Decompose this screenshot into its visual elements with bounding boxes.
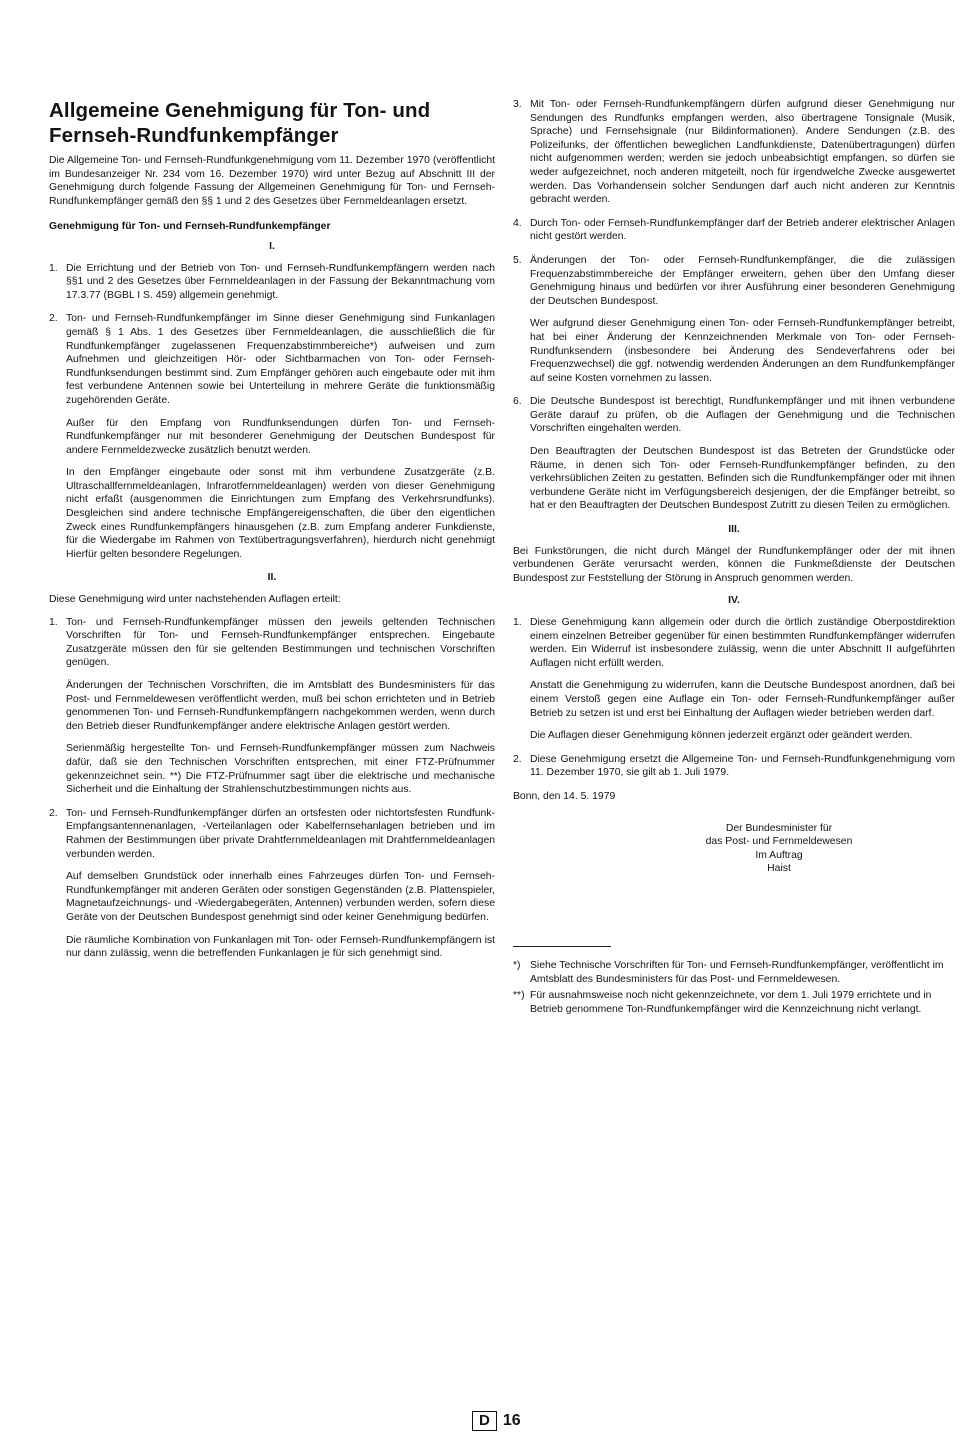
- paragraph: Bei Funkstörungen, die nicht durch Mängel der Rundfunkempfänger oder der mit ihnen verbundenen Geräte verursacht werden, können die Funkmeßdienste der Deutschen Bundespost zur Feststellung der Störung in Anspruch genommen werden.: [513, 545, 955, 584]
- list-item: [49, 262, 495, 303]
- list-item: [513, 753, 955, 780]
- paragraph: Auf demselben Grundstück oder innerhalb eines Fahrzeuges dürfen Ton- und Fernseh-Rundfunkempfänger mit anderen Geräten oder sonstigen Gegenständen (z.B. Plattenspieler, Magnetaufzeichnungs- und -Wiedergabegeräten, Antennen) verbunden werden, sofern diese Geräte von der Deutschen Bundespost genehmigt sind oder keiner Genehmigung bedürfen.: [66, 871, 495, 923]
- item-number: 5.: [513, 254, 522, 266]
- paragraph: Außer für den Empfang von Rundfunksendungen dürfen Ton- und Fernseh-Rundfunkempfänger nur mit besonderer Genehmigung der Deutschen Bundespost für andere Fernmeldezwecke zusätzlich benutzt werden.: [66, 417, 495, 456]
- section-heading-2: II.: [267, 572, 277, 584]
- section-heading-1: I.: [269, 240, 275, 252]
- list-item: [513, 254, 955, 385]
- item-number: 1.: [49, 616, 58, 628]
- subheading: Genehmigung für Ton- und Fernseh-Rundfunkempfänger: [49, 221, 331, 233]
- footnote-mark: *): [513, 959, 521, 971]
- list-item: [513, 616, 955, 743]
- paragraph: Die Deutsche Bundespost ist berechtigt, Rundfunkempfänger und mit ihnen verbundene Geräte darauf zu prüfen, ob die Auflagen der Genehmigung und die Technischen Vorschriften eingehalten werden.: [530, 396, 955, 435]
- item-number: 4.: [513, 217, 522, 229]
- paragraph: Ton- und Fernseh-Rundfunkempfänger dürfen an ortsfesten oder nichtortsfesten Rundfunk-Empfangsantennenanlagen, -Verteilanlagen oder Kabelfernsehanlagen betrieben und im Rahmen der Bestimmungen über private Drahtfernmeldeanlagen mit Drahtfernmeldeanlagen verbunden werden.: [66, 807, 495, 860]
- paragraph: Die räumliche Kombination von Funkanlagen mit Ton- oder Fernseh-Rundfunkempfängern ist nur dann zulässig, wenn die betreffenden Funkanlagen je für sich genehmigt sind.: [66, 934, 495, 960]
- page-number: [472, 1411, 521, 1431]
- item-number: 3.: [513, 99, 522, 110]
- item-number: 1.: [513, 617, 522, 628]
- footnote-text: Für ausnahmsweise noch nicht gekennzeichnete, vor dem 1. Juli 1979 errichtete und in Betrieb genommene Ton-Rundfunkempfänger wird die Kennzeichnung nicht verlangt.: [530, 990, 932, 1015]
- item-number: 2.: [49, 807, 58, 819]
- signature-line: Der Bundesminister für: [725, 822, 833, 834]
- signature-line: Im Auftrag: [755, 849, 803, 861]
- paragraph: Den Beauftragten der Deutschen Bundespost ist das Betreten der Grundstücke oder Räume, in denen sich Ton- oder Fernseh-Rundfunkempfänger befinden, zu den verkehrsüblichen Zeiten zu gestatten. Befinden sich die Rundfunkempfänger oder mit ihnen verbundene Geräte nicht im Verfügungsbereich desjenigen, der die Empfänger betreibt, so hat er den Beauftragten der Deutschen Bundespost Zutritt zu diesen Teilen zu ermöglichen.: [530, 446, 955, 512]
- paragraph: Durch Ton- oder Fernseh-Rundfunkempfänger darf der Betrieb anderer elektrischer Anlagen nicht gestört werden.: [530, 217, 955, 243]
- section-lead: Diese Genehmigung wird unter nachstehenden Auflagen erteilt:: [49, 594, 341, 606]
- paragraph: Serienmäßig hergestellte Ton- und Fernseh-Rundfunkempfänger müssen zum Nachweis dafür, daß sie den Technischen Vorschriften entsprechen, mit einer FTZ-Prüfnummer gekennzeichnet sein. **) Die FTZ-Prüfnummer sagt über die elektrische und mechanische Sicherheit und die Einhaltung der Strahlenschutzbestimmungen nichts aus.: [66, 743, 495, 796]
- right-column: [513, 98, 955, 1019]
- page-number-value: 16: [502, 1412, 521, 1429]
- paragraph: Diese Genehmigung kann allgemein oder durch die örtlich zuständige Oberpostdirektion einem einzelnen Betreiber gegenüber für einen bestimmten Rundfunkempfänger widerrufen werden. Ein Widerruf ist insbesondere zulässig, wenn die unter Abschnitt II aufgeführten Auflagen nicht erfüllt werden.: [530, 617, 955, 669]
- item-number: 6.: [513, 396, 522, 408]
- list-item: [513, 217, 955, 244]
- footnote: [513, 959, 955, 986]
- footnote-divider: [513, 946, 611, 947]
- paragraph: Wer aufgrund dieser Genehmigung einen Ton- oder Fernseh-Rundfunkempfänger betreibt, hat bei einer Änderung der Kennzeichnenden Merkmale von Ton- oder Fernseh-Rundfunksendern (insbesondere bei Änderung des Sendeverfahrens oder bei Frequenzwechsel) die ggf. notwendig werdenden Änderungen an dem Rundfunkempfänger auf seine Kosten vornehmen zu lassen.: [530, 318, 955, 384]
- intro-paragraph: Die Allgemeine Ton- und Fernseh-Rundfunkgenehmigung vom 11. Dezember 1970 (veröffentlicht im Bundesanzeiger Nr. 234 vom 16. Dezember 1970) wird unter Bezug auf Abschnitt III der Genehmigung durch folgende Fassung der Allgemeinen Genehmigung für Ton- und Fernseh-Rundfunkempfänger gemäß den §§ 1 und 2 des Gesetzes über Fernmeldeanlagen ersetzt.: [49, 155, 495, 207]
- paragraph: In den Empfänger eingebaute oder sonst mit ihm verbundene Zusatzgeräte (z.B. Ultraschallfernmeldeanlagen, Infrarotfernmeldeanlagen) werden von dieser Genehmigung nicht erfaßt (ausgenommen die Einrichtungen zum Empfang des Verkehrsrundfunks). Desgleichen sind andere technische Empfängereigenschaften, die über den eigentlichen Zweck eines Rundfunkempfängers hinausgehen (z.B. zum Empfang anderer Funkdienste, für die Wiedergabe im Rahmen von Textübertragungsverfahren), hierdurch nicht genehmigt Hierfür gelten besondere Regelungen.: [66, 467, 495, 560]
- left-column: [49, 98, 495, 971]
- paragraph: Die Errichtung und der Betrieb von Ton- und Fernseh-Rundfunkempfängern werden nach §§1 und 2 des Gesetzes über Fernmeldeanlagen in der Fassung der Bekanntmachung vom 17.3.77 (BGBL I S. 459) allgemein genehmigt.: [66, 262, 495, 301]
- paragraph: Mit Ton- oder Fernseh-Rundfunkempfängern dürfen aufgrund dieser Genehmigung nur Sendungen des Rundfunks empfangen werden, also übertragene Tonsignale (Musik, Sprache) und Fernsehsignale (nur Bildinformationen). Andere Sendungen (z.B. des Polizeifunks, der öffentlichen beweglichen Landfunkdienste, Datenübertragungen) dürfen nicht aufgenommen werden; werden sie jedoch unbeabsichtigt empfangen, so dürfen sie weder aufgezeichnet, noch anderen mitgeteilt, noch für irgendwelche Zwecke ausgewertet werden. Das Vorhandensein solcher Sendungen darf auch nicht anderen zur Kenntnis gebracht werden.: [530, 99, 955, 206]
- list-item: [513, 395, 955, 513]
- document-title: Allgemeine Genehmigung für Ton- und Fernseh-Rundfunkempfänger: [49, 99, 431, 147]
- paragraph: Änderungen der Technischen Vorschriften, die im Amtsblatt des Bundesministers für das Post- und Fernmeldewesen veröffentlicht werden, muß bei schon errichteten und in Betrieb genommenen Ton- und Fernseh-Rundfunkempfängern nachgekommen werden, wenn durch den Betrieb dieser Rundfunkempfänger andere elektrische Anlagen gestört werden.: [66, 680, 495, 732]
- paragraph: Ton- und Fernseh-Rundfunkempfänger im Sinne dieser Genehmigung sind Funkanlagen gemäß § 1 Abs. 1 des Gesetzes über Fernmeldeanlagen, die ausschließlich die für Rundfunkempfänger zugelassenen Frequenzabstimmbereiche*) aufweisen und zum Aufnehmen und gleichzeitigen Hör- oder Sichtbarmachen von Ton- oder Fernseh-Rundfunksendungen bestimmt sind. Zum Empfänger gehören auch eingebaute oder mit ihm fest verbundene Antennen sowie bei Unterteilung in mehrere Geräte die funktionsmäßig zugehörenden Geräte.: [66, 313, 495, 406]
- paragraph: Ton- und Fernseh-Rundfunkempfänger müssen den jeweils geltenden Technischen Vorschriften für Ton- und Fernseh-Rundfunkempfänger entsprechen. Eingebaute Zusatzgeräte müssen den für sie geltenden Bestimmungen und technischen Vorschriften genügen.: [66, 616, 495, 669]
- paragraph: Anstatt die Genehmigung zu widerrufen, kann die Deutsche Bundespost anordnen, daß bei einem Verstoß gegen eine Auflage ein Ton- oder Fernseh-Rundfunkempfänger außer Betrieb zu setzen ist und erst bei Einhaltung der Auflagen wieder betrieben werden darf.: [530, 680, 955, 719]
- signature-line: Haist: [767, 863, 791, 875]
- item-number: 2.: [49, 313, 58, 325]
- list-item: [49, 616, 495, 797]
- footnote-text: Siehe Technische Vorschriften für Ton- und Fernseh-Rundfunkempfänger, veröffentlicht im Amtsblatt des Bundesministers für das Post- und Fernmeldewesen.: [530, 959, 944, 985]
- list-item: [49, 312, 495, 561]
- signature-line: das Post- und Fernmeldewesen: [705, 836, 853, 848]
- footnote: [513, 989, 955, 1016]
- paragraph: Diese Genehmigung ersetzt die Allgemeine Ton- und Fernseh-Rundfunkgenehmigung vom 11. Dezember 1970, sie gilt ab 1. Juli 1979.: [530, 753, 955, 779]
- paragraph: Die Auflagen dieser Genehmigung können jederzeit ergänzt oder geändert werden.: [530, 730, 913, 742]
- item-number: 2.: [513, 753, 522, 765]
- list-item: [513, 98, 955, 207]
- section-heading-4: IV.: [728, 595, 740, 607]
- paragraph: Änderungen der Ton- oder Fernseh-Rundfunkempfänger, die die zulässigen Frequenzabstimmbereiche der Empfänger erweitern, gehen über den Umfang dieser Genehmigung hinaus und bedürfen vor ihrer Ausführung einer besonderen Genehmigung der Deutschen Bundespost.: [530, 254, 955, 307]
- country-badge: D: [472, 1411, 497, 1431]
- footnote-mark: **): [513, 990, 525, 1002]
- place-date: Bonn, den 14. 5. 1979: [513, 790, 616, 802]
- signature-block: [603, 822, 955, 876]
- list-item: [49, 807, 495, 961]
- item-number: 1.: [49, 262, 58, 274]
- section-heading-3: III.: [728, 524, 740, 536]
